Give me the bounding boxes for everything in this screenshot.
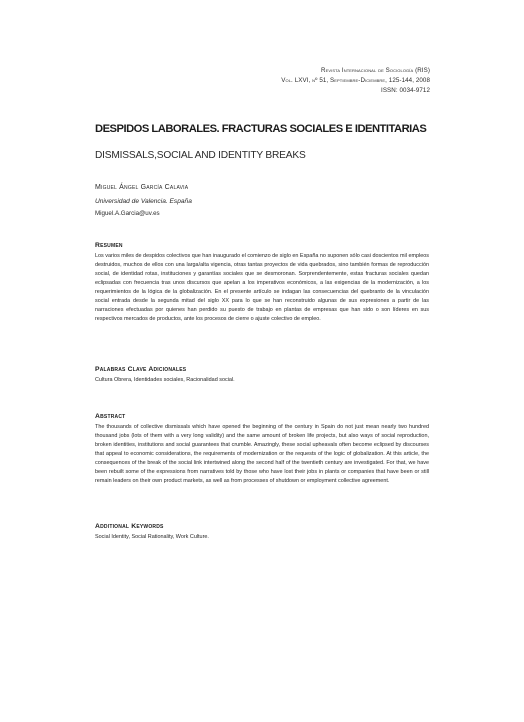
journal-name: Revista Internacional de Sociología (RIS) xyxy=(321,67,430,74)
abstract-heading: Abstract xyxy=(95,413,126,420)
author-name: Miguel Ángel García Calavia xyxy=(95,184,189,191)
journal-volume-line: Vol. LXVI, nº 51, Septiembre-Diciembre, 125-144, 2008 xyxy=(281,77,430,84)
author-email[interactable]: Miguel.A.Garcia@uv.es xyxy=(95,210,160,217)
resumen-heading: Resumen xyxy=(95,242,123,249)
author-affiliation: Universidad de Valencia. España xyxy=(95,198,192,205)
additional-keywords-text: Social Identity, Social Rationality, Work Culture. xyxy=(95,534,209,540)
palabras-clave-heading: Palabras Clave Adicionales xyxy=(95,366,187,373)
palabras-clave-text: Cultura Obrera, Identidades sociales, Racionalidad social. xyxy=(95,377,235,383)
abstract-text: The thousands of collective dismissals which have opened the beginning of the century in Spain do not just mean nearly two hundred thousand jobs (lots of them with a very long validity) and the same amount of broken life projects, but also ways of social reproduction, broken identities, institutions and social guarantees that crumble. Amazingly, these social upheavals often become eclipsed by discourses that appeal to economic considerations, the requirements of modernization or the requests of the logic of globalization. At this article, the consequences of the break of the social link intertwined along the second half of the twentieth century are investigated. For that, we have been rebuilt some of the expressions from narratives told by those who have lost their jobs in plants or companies that have been or still remain leaders on their own product markets, as well as from processes of shutdown or employment collective agreement. xyxy=(95,424,429,484)
resumen-text: Los varios miles de despidos colectivos que han inaugurado el comienzo de siglo en España no suponen sólo casi doscientos mil empleos destruidos, muchos de ellos con una larga/alta vigencia, otras tantas proyectos de vida quebrados, sino también formas de reproducción social, de identidad rotas, instituciones y garantías sociales que se desmoronan. Sorprendentemente, estas fracturas sociales quedan eclipsadas con frecuencia tras unos discursos que apelan a los imperativos económicos, a las exigencias de la modernización, a los requerimientos de la lógica de la globalización. En el presente artículo se indagan las consecuencias del quebranto de la vinculación social entrada desde la segunda mitad del siglo XX para lo que se han reconstruido algunas de sus expresiones a partir de las narraciones efectuadas por quienes han perdido su puesto de trabajo en plantas de empresas que han sido o son líderes en sus respectivos mercados de productos, ante los procesos de cierre o ajuste colectivo de empleo. xyxy=(95,253,430,322)
additional-keywords-heading: Additional Keywords xyxy=(95,523,164,530)
journal-header xyxy=(281,66,430,96)
article-title-en: DISMISSALS,SOCIAL AND IDENTITY BREAKS xyxy=(95,150,306,161)
article-title-es: DESPIDOS LABORALES. FRACTURAS SOCIALES E IDENTITARIAS xyxy=(95,123,427,135)
journal-issn: ISSN: 0034-9712 xyxy=(381,87,430,94)
